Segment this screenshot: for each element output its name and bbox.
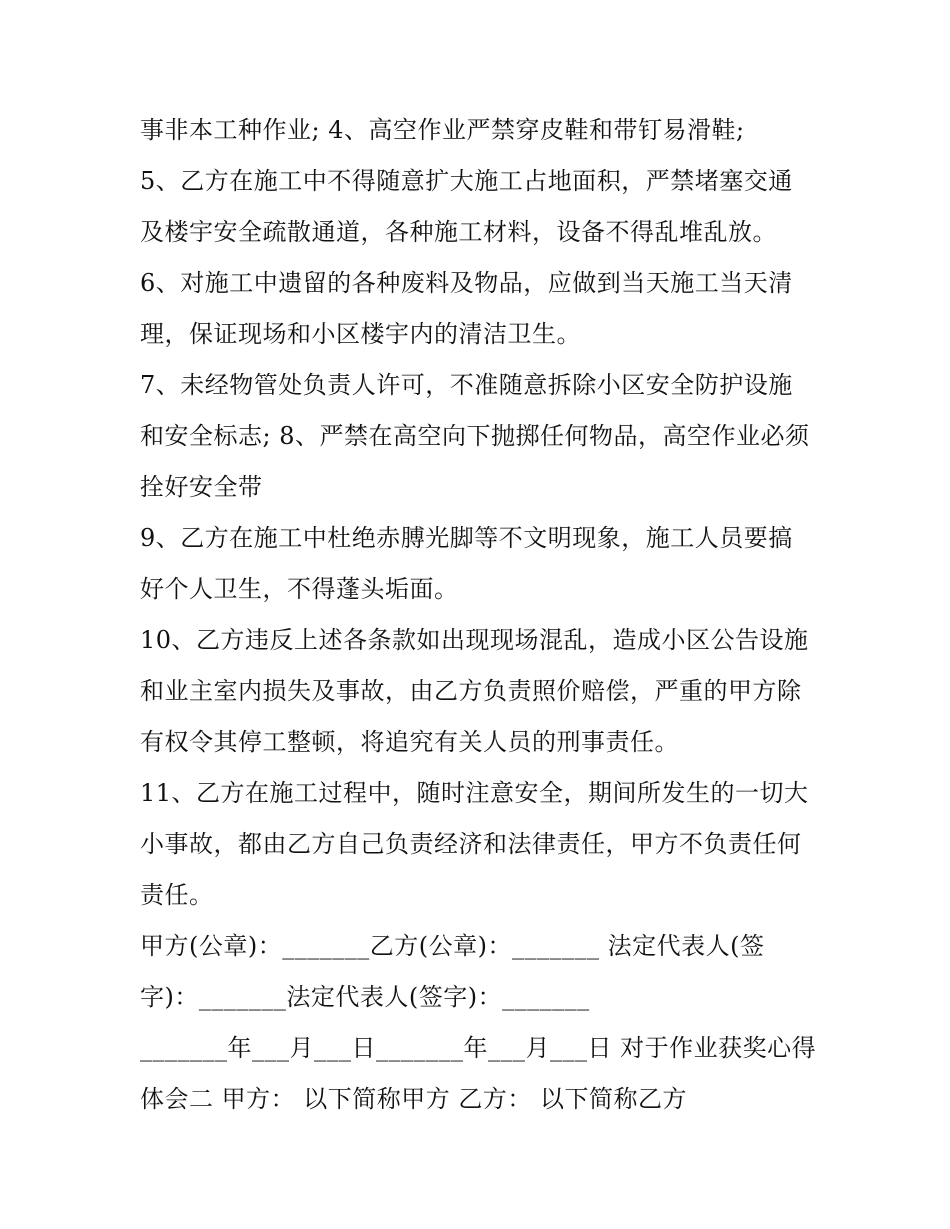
text-line: 10、乙方违反上述各条款如出现现场混乱，造成小区公告设施	[140, 626, 809, 654]
text-line: 好个人卫生，不得蓬头垢面。	[140, 575, 459, 603]
text-line: 7、未经物管处负责人许可，不准随意拆除小区安全防护设施	[140, 371, 793, 399]
text-line: 有权令其停工整顿，将追究有关人员的刑事责任。	[140, 728, 679, 756]
text-line: 事非本工种作业; 4、高空作业严禁穿皮鞋和带钉易滑鞋;	[140, 116, 745, 144]
text-line: 责任。	[140, 881, 214, 909]
text-line: 和业主室内损失及事故，由乙方负责照价赔偿，严重的甲方除	[140, 677, 802, 705]
text-line: 6、对施工中遗留的各种废料及物品，应做到当天施工当天清	[140, 269, 793, 297]
text-line: 理，保证现场和小区楼宇内的清洁卫生。	[140, 320, 581, 348]
text-line: 体会二 甲方： 以下简称甲方 乙方： 以下简称乙方	[140, 1085, 688, 1113]
text-line: 拴好安全带	[140, 473, 263, 501]
text-line: 5、乙方在施工中不得随意扩大施工占地面积，严禁堵塞交通	[140, 167, 793, 195]
text-line: 字)：_______法定代表人(签字)：_______	[140, 983, 590, 1011]
text-line: 11、乙方在施工过程中，随时注意安全，期间所发生的一切大	[140, 779, 809, 807]
text-line: 及楼宇安全疏散通道，各种施工材料，设备不得乱堆乱放。	[140, 218, 777, 246]
text-line: 和安全标志; 8、严禁在高空向下抛掷任何物品，高空作业必须	[140, 422, 810, 450]
text-line: 甲方(公章)：_______乙方(公章)：_______ 法定代表人(签	[140, 932, 765, 960]
text-line: 小事故，都由乙方自己负责经济和法律责任，甲方不负责任何	[140, 830, 802, 858]
text-line: 9、乙方在施工中杜绝赤膊光脚等不文明现象，施工人员要搞	[140, 524, 793, 552]
text-line: _______年___月___日_______年___月___日 对于作业获奖心得	[140, 1034, 817, 1062]
